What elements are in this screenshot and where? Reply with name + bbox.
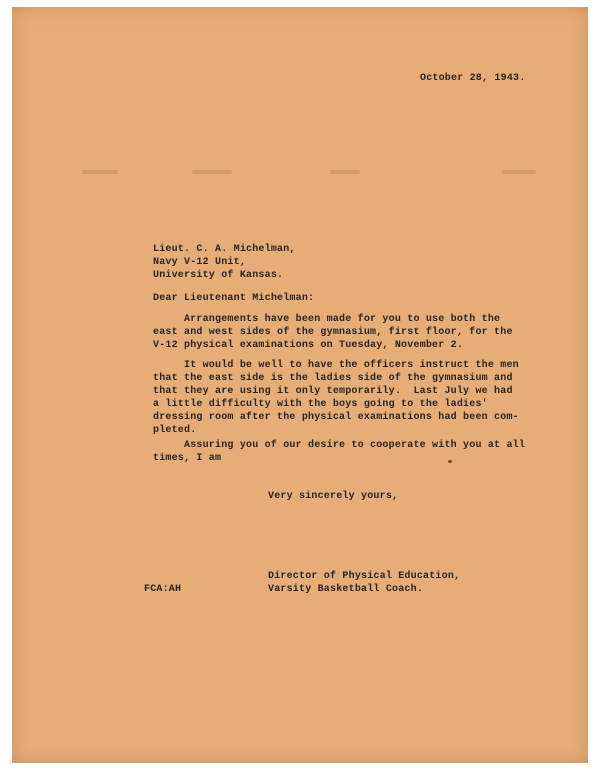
- paragraph-3-line: Assuring you of our desire to cooperate with you at all: [153, 440, 526, 451]
- paragraph-2-line: dressing room after the physical examinations had been com-: [153, 412, 519, 423]
- offset-mark: [192, 170, 232, 174]
- paragraph-2-line: It would be well to have the officers instruct the men: [153, 360, 519, 371]
- closing: Very sincerely yours,: [268, 491, 399, 502]
- letter-date: October 28, 1943.: [420, 73, 526, 84]
- paragraph-1-line: V-12 physical examinations on Tuesday, November 2.: [153, 340, 464, 351]
- paragraph-3-line: times, I am: [153, 453, 222, 464]
- letter-page: [12, 7, 588, 763]
- offset-mark: [502, 170, 536, 174]
- typist-initials: FCA:AH: [144, 584, 182, 595]
- ink-spot: [448, 460, 452, 463]
- paragraph-2-line: a little difficulty with the boys going to the ladies': [153, 399, 488, 410]
- paragraph-2-line: that the east side is the ladies side of the gymnasium and: [153, 373, 513, 384]
- paragraph-1-line: Arrangements have been made for you to use both the: [153, 314, 501, 325]
- recipient-unit: Navy V-12 Unit,: [153, 257, 247, 268]
- paragraph-2-line: that they are using it only temporarily. Last July we had: [153, 386, 513, 397]
- paragraph-2-line: pleted.: [153, 425, 197, 436]
- paragraph-1-line: east and west sides of the gymnasium, first floor, for the: [153, 327, 513, 338]
- recipient-institution: University of Kansas.: [153, 270, 284, 281]
- signature-title-line: Varsity Basketball Coach.: [268, 584, 424, 595]
- offset-mark: [82, 170, 118, 174]
- salutation: Dear Lieutenant Michelman:: [153, 293, 315, 304]
- recipient-name: Lieut. C. A. Michelman,: [153, 244, 296, 255]
- offset-mark: [330, 170, 360, 174]
- signature-title-line: Director of Physical Education,: [268, 571, 461, 582]
